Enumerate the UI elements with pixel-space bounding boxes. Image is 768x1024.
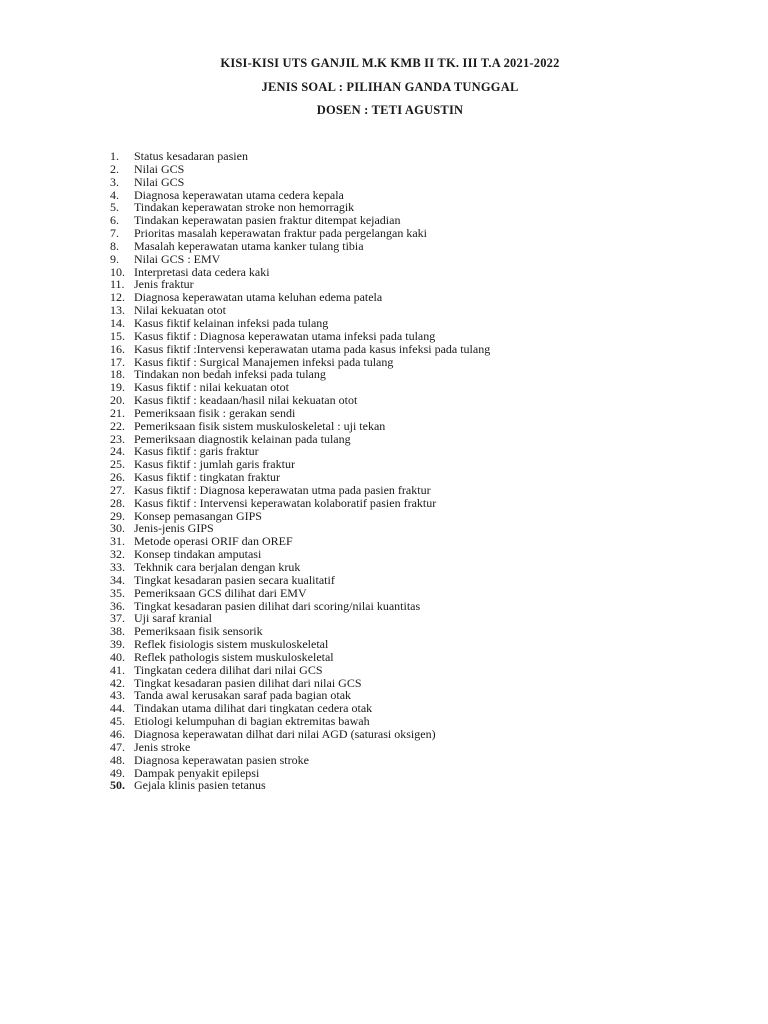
list-item-text: Kasus fiktif : Surgical Manajemen infeksi pada tulang [134, 354, 394, 369]
list-item [110, 163, 490, 176]
list-item-number: 43. [110, 688, 125, 703]
list-item-text: Kasus fiktif : tingkatan fraktur [134, 470, 280, 485]
list-item-text: Uji saraf kranial [134, 611, 212, 626]
list-item [110, 754, 490, 767]
list-item [110, 176, 490, 189]
list-item-text: Tingkat kesadaran pasien dilihat dari scoring/nilai kuantitas [134, 598, 421, 613]
list-item-number: 35. [110, 585, 125, 600]
list-item-text: Kasus fiktif : Diagnosa keperawatan utma pada pasien fraktur [134, 482, 431, 497]
list-item-text: Tingkat kesadaran pasien dilihat dari nilai GCS [134, 675, 362, 690]
list-item-text: Jenis fraktur [134, 277, 194, 292]
list-item-number: 8. [110, 238, 119, 253]
list-item-number: 24. [110, 444, 125, 459]
list-item-text: Prioritas masalah keperawatan fraktur pada pergelangan kaki [134, 226, 427, 241]
list-item-text: Diagnosa keperawatan utama keluhan edema patela [134, 290, 383, 305]
list-item-number: 4. [110, 187, 119, 202]
list-item-text: Pemeriksaan fisik sensorik [134, 624, 263, 639]
list-item [110, 471, 490, 484]
list-item-text: Diagnosa keperawatan pasien stroke [134, 752, 309, 767]
list-item-number: 17. [110, 354, 125, 369]
list-item-number: 2. [110, 161, 119, 176]
list-item-number: 44. [110, 701, 125, 716]
list-item-text: Kasus fiktif kelainan infeksi pada tulang [134, 315, 329, 330]
list-item [110, 497, 490, 510]
list-item-number: 50. [110, 778, 125, 793]
list-item-text: Etiologi kelumpuhan di bagian ektremitas bawah [134, 714, 370, 729]
list-item-text: Dampak penyakit epilepsi [134, 765, 260, 780]
list-item-text: Tekhnik cara berjalan dengan kruk [134, 560, 301, 574]
list-item-text: Gejala klinis pasien tetanus [134, 778, 266, 793]
list-item-number: 36. [110, 598, 125, 613]
list-item-number: 32. [110, 547, 125, 562]
list-item [110, 728, 490, 741]
list-item-number: 14. [110, 315, 125, 330]
list-item [110, 664, 490, 677]
lecturer-line: DOSEN : TETI AGUSTIN [316, 103, 464, 117]
list-item-text: Diagnosa keperawatan utama cedera kepala [134, 187, 344, 202]
topic-list [110, 150, 490, 792]
list-item [110, 394, 490, 407]
list-item [110, 317, 490, 330]
list-item-text: Reflek pathologis sistem muskuloskeletal [134, 649, 334, 664]
list-item-number: 26. [110, 470, 125, 485]
list-item-number: 6. [110, 213, 119, 228]
list-item-number: 27. [110, 482, 125, 497]
list-item [110, 574, 490, 587]
list-item-number: 48. [110, 752, 125, 767]
list-item-text: Nilai GCS [134, 174, 185, 189]
list-item-number: 40. [110, 649, 125, 664]
list-item-text: Kasus fiktif : keadaan/hasil nilai kekuatan otot [134, 393, 358, 408]
list-item [110, 587, 490, 600]
list-item-number: 1. [110, 149, 119, 163]
list-item-number: 33. [110, 560, 125, 574]
list-item-text: Diagnosa keperawatan dilhat dari nilai AGD (saturasi oksigen) [134, 726, 436, 741]
list-item-text: Tindakan utama dilihat dari tingkatan cedera otak [134, 701, 373, 716]
list-item-text: Konsep pemasangan GIPS [134, 508, 262, 523]
list-item-number: 23. [110, 431, 125, 446]
list-item-text: Tindakan non bedah infeksi pada tulang [134, 367, 326, 382]
list-item [110, 420, 490, 433]
list-item-text: Metode operasi ORIF dan OREF [134, 534, 293, 549]
list-item-text: Interpretasi data cedera kaki [134, 264, 270, 279]
list-item [110, 779, 490, 792]
list-item-number: 21. [110, 405, 125, 420]
list-item-number: 41. [110, 662, 125, 677]
list-item-text: Kasus fiktif : garis fraktur [134, 444, 259, 459]
list-item-text: Pemeriksaan diagnostik kelainan pada tulang [134, 431, 351, 446]
list-item-number: 25. [110, 457, 125, 472]
list-item-text: Nilai GCS [134, 161, 185, 176]
list-item-number: 16. [110, 341, 125, 356]
list-item-text: Konsep tindakan amputasi [134, 547, 262, 562]
list-item-text: Masalah keperawatan utama kanker tulang tibia [134, 238, 364, 253]
list-item-number: 10. [110, 264, 125, 279]
list-item-text: Pemeriksaan fisik : gerakan sendi [134, 405, 296, 420]
list-item-text: Pemeriksaan GCS dilihat dari EMV [134, 585, 307, 600]
list-item-number: 30. [110, 521, 125, 536]
list-item-number: 7. [110, 226, 119, 241]
list-item-text: Nilai kekuatan otot [134, 303, 226, 318]
list-item-number: 19. [110, 380, 125, 395]
list-item-text: Tanda awal kerusakan saraf pada bagian otak [134, 688, 352, 703]
list-item-text: Kasus fiktif : Diagnosa keperawatan utama infeksi pada tulang [134, 328, 436, 343]
list-item-number: 42. [110, 675, 125, 690]
list-item-text: Jenis-jenis GIPS [134, 521, 214, 536]
list-item [110, 150, 490, 163]
list-item-text: Nilai GCS : EMV [134, 251, 221, 266]
list-item-number: 20. [110, 393, 125, 408]
list-item-number: 22. [110, 418, 125, 433]
list-item-number: 38. [110, 624, 125, 639]
list-item-text: Kasus fiktif :Intervensi keperawatan utama pada kasus infeksi pada tulang [134, 341, 491, 356]
list-item-number: 37. [110, 611, 125, 626]
list-item-number: 46. [110, 726, 125, 741]
list-item-number: 39. [110, 637, 125, 652]
list-item-number: 28. [110, 495, 125, 510]
list-item-number: 3. [110, 174, 119, 189]
list-item [110, 561, 490, 574]
list-item-number: 13. [110, 303, 125, 318]
document-title: KISI-KISI UTS GANJIL M.K KMB II TK. III T.A 2021-2022 [220, 56, 560, 70]
list-item-number: 34. [110, 572, 125, 587]
list-item [110, 741, 490, 754]
list-item [110, 343, 490, 356]
list-item-number: 11. [110, 277, 125, 292]
list-item-text: Tingkat kesadaran pasien secara kualitatif [134, 572, 335, 587]
list-item [110, 484, 490, 497]
list-item-number: 49. [110, 765, 125, 780]
list-item-number: 45. [110, 714, 125, 729]
list-item-text: Tindakan keperawatan stroke non hemorragik [134, 200, 355, 215]
list-item-number: 18. [110, 367, 125, 382]
list-item [110, 651, 490, 664]
list-item-text: Status kesadaran pasien [134, 149, 248, 163]
list-item [110, 240, 490, 253]
list-item-number: 29. [110, 508, 125, 523]
list-item [110, 330, 490, 343]
list-item-number: 47. [110, 739, 125, 754]
list-item-number: 9. [110, 251, 119, 266]
list-item [110, 407, 490, 420]
list-item-number: 15. [110, 328, 125, 343]
list-item-number: 31. [110, 534, 125, 549]
question-type-line: JENIS SOAL : PILIHAN GANDA TUNGGAL [261, 80, 519, 94]
list-item-text: Kasus fiktif : Intervensi keperawatan kolaboratif pasien fraktur [134, 495, 437, 510]
list-item [110, 227, 490, 240]
list-item-text: Kasus fiktif : jumlah garis fraktur [134, 457, 295, 472]
list-item-text: Jenis stroke [134, 739, 191, 754]
list-item-number: 12. [110, 290, 125, 305]
list-item [110, 638, 490, 651]
list-item-number: 5. [110, 200, 119, 215]
list-item-text: Tingkatan cedera dilihat dari nilai GCS [134, 662, 323, 677]
list-item [110, 253, 490, 266]
list-item-text: Kasus fiktif : nilai kekuatan otot [134, 380, 289, 395]
list-item-text: Pemeriksaan fisik sistem muskuloskeletal : uji tekan [134, 418, 386, 433]
list-item-text: Tindakan keperawatan pasien fraktur ditempat kejadian [134, 213, 401, 228]
list-item-text: Reflek fisiologis sistem muskuloskeletal [134, 637, 329, 652]
